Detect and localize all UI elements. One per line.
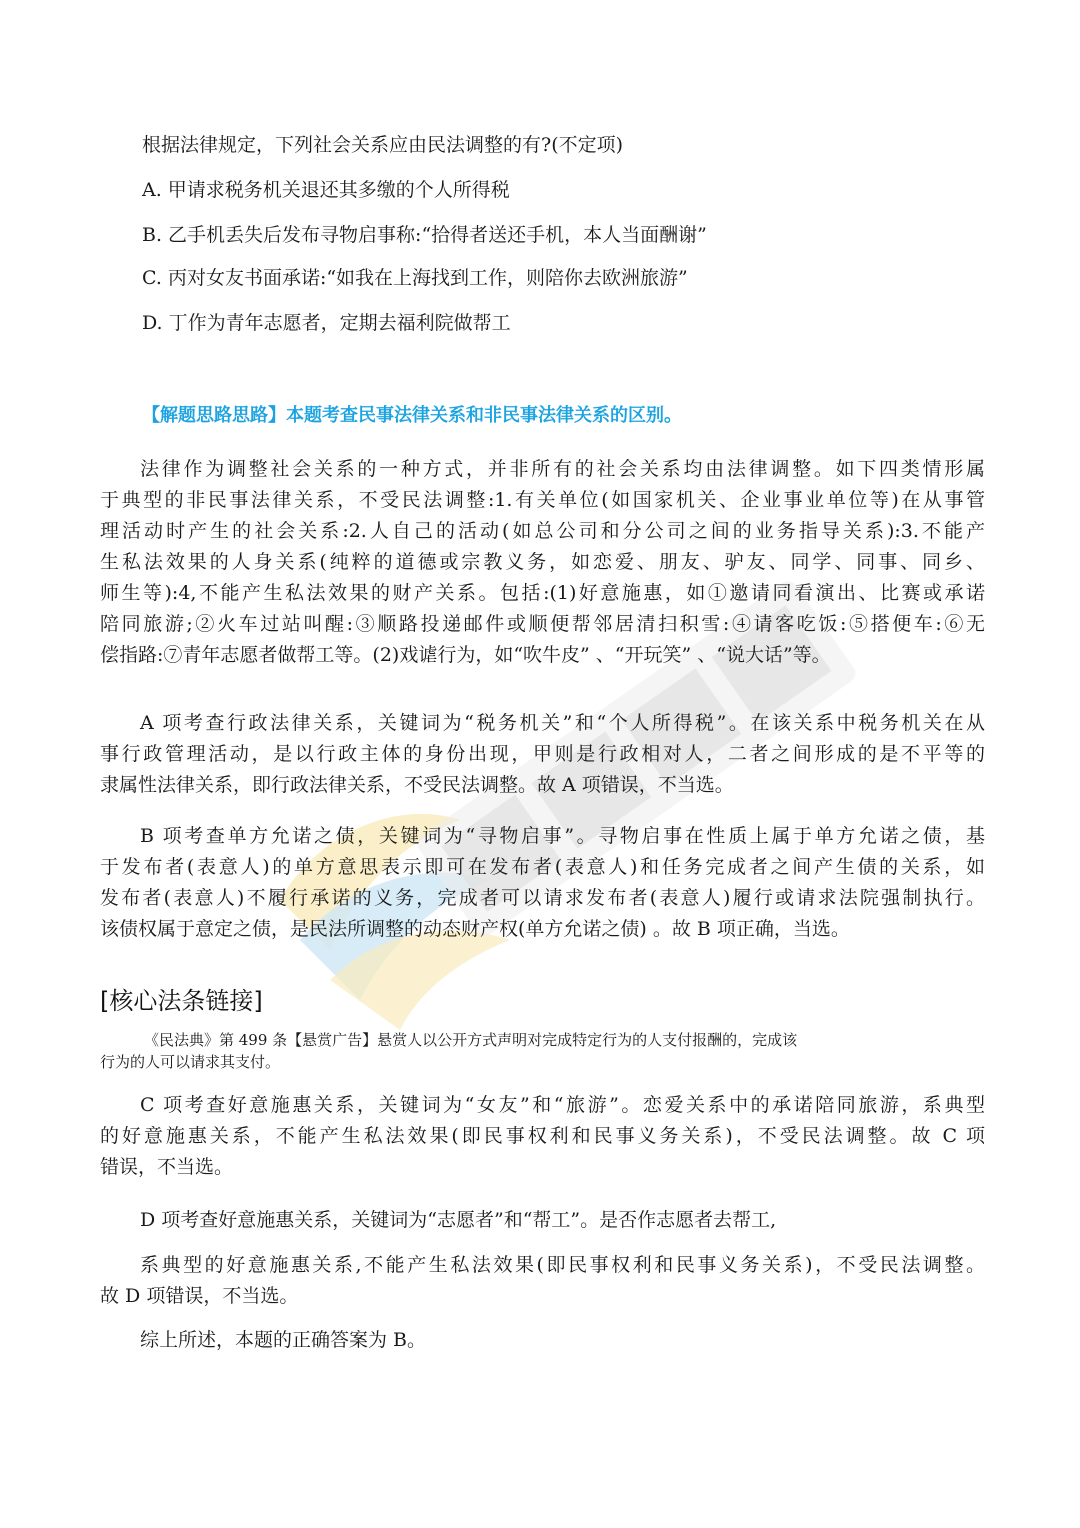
text-line: 发布者(表意人)不履行承诺的义务，完成者可以请求发布者(表意人)履行或请求法院强制执行。 bbox=[100, 887, 985, 909]
text-line: 理活动时产生的社会关系:2.人自己的活动(如总公司和分公司之间的业务指导关系):3.不能产 bbox=[100, 520, 985, 542]
text-line: 偿指路:⑦青年志愿者做帮工等。(2)戏谑行为，如“吹牛皮” 、“开玩笑” 、“说大话”等。 bbox=[100, 644, 831, 666]
question-stem: 根据法律规定，下列社会关系应由民法调整的有?(不定项) bbox=[142, 134, 624, 156]
option-d: D. 丁作为青年志愿者，定期去福利院做帮工 bbox=[142, 312, 511, 334]
text-line: 师生等):4,不能产生私法效果的财产关系。包括:(1)好意施惠，如①邀请同看演出、比赛或承诺 bbox=[100, 582, 985, 604]
text-line: 该债权属于意定之债，是民法所调整的动态财产权(单方允诺之债) 。故 B 项正确，当选。 bbox=[100, 918, 850, 940]
analysis-option-a-paragraph bbox=[100, 708, 985, 801]
text-line: 《民法典》第 499 条【悬赏广告】悬赏人以公开方式声明对完成特定行为的人支付报酬的，完成该 bbox=[144, 1031, 798, 1049]
conclusion bbox=[100, 1325, 985, 1356]
text-line: 陪同旅游;②火车过站叫醒:③顺路投递邮件或顺便帮邻居清扫积雪:④请客吃饭:⑤搭便车:⑥无 bbox=[100, 613, 985, 635]
text-line: 隶属性法律关系，即行政法律关系，不受民法调整。故 A 项错误，不当选。 bbox=[100, 774, 734, 796]
text-line: 行为的人可以请求其支付。 bbox=[100, 1053, 281, 1071]
text-line: 事行政管理活动，是以行政主体的身份出现，甲则是行政相对人，二者之间形成的是不平等的 bbox=[100, 743, 985, 765]
text-line: 综上所述，本题的正确答案为 B。 bbox=[140, 1329, 427, 1351]
law-citation bbox=[100, 1029, 985, 1073]
text-line: 故 D 项错误，不当选。 bbox=[100, 1285, 299, 1307]
text-line: 的好意施惠关系，不能产生私法效果(即民事权利和民事义务关系)，不受民法调整。故 C 项 bbox=[100, 1125, 985, 1147]
text-line: 法律作为调整社会关系的一种方式，并非所有的社会关系均由法律调整。如下四类情形属 bbox=[140, 458, 985, 480]
analysis-option-d-paragraph-continued bbox=[100, 1250, 985, 1312]
text-line: 于典型的非民事法律关系，不受民法调整:1.有关单位(如国家机关、企业事业单位等)在从事管 bbox=[100, 489, 985, 511]
option-b: B. 乙手机丢失后发布寻物启事称:“拾得者送还手机，本人当面酬谢” bbox=[142, 224, 707, 246]
analysis-intro-paragraph bbox=[100, 454, 985, 671]
text-line: C 项考查好意施惠关系，关键词为“女友”和“旅游”。恋爱关系中的承诺陪同旅游，系典型 bbox=[140, 1094, 985, 1116]
analysis-option-d-paragraph bbox=[100, 1205, 985, 1236]
option-a: A. 甲请求税务机关退还其多缴的个人所得税 bbox=[142, 179, 510, 201]
text-line: B 项考查单方允诺之债，关键词为“寻物启事”。寻物启事在性质上属于单方允诺之债，基 bbox=[140, 825, 985, 847]
text-line: 系典型的好意施惠关系,不能产生私法效果(即民事权利和民事义务关系)，不受民法调整。 bbox=[140, 1254, 985, 1276]
analysis-option-c-paragraph bbox=[100, 1090, 985, 1183]
text-line: 于发布者(表意人)的单方意思表示即可在发布者(表意人)和任务完成者之间产生债的关系，如 bbox=[100, 856, 985, 878]
text-line: A 项考查行政法律关系，关键词为“税务机关”和“个人所得税”。在该关系中税务机关在从 bbox=[140, 712, 985, 734]
text-line: D 项考查好意施惠关系，关键词为“志愿者”和“帮工”。是否作志愿者去帮工, bbox=[140, 1209, 777, 1231]
option-c: C. 丙对女友书面承诺:“如我在上海找到工作，则陪你去欧洲旅游” bbox=[142, 267, 688, 289]
text-line: 生私法效果的人身关系(纯粹的道德或宗教义务，如恋爱、朋友、驴友、同学、同事、同乡、 bbox=[100, 551, 985, 573]
analysis-option-b-paragraph bbox=[100, 821, 985, 945]
analysis-title: 【解题思路思路】本题考查民事法律关系和非民事法律关系的区别。 bbox=[142, 405, 682, 426]
section-heading: [核心法条链接] bbox=[100, 987, 263, 1015]
text-line: 错误，不当选。 bbox=[100, 1156, 234, 1178]
